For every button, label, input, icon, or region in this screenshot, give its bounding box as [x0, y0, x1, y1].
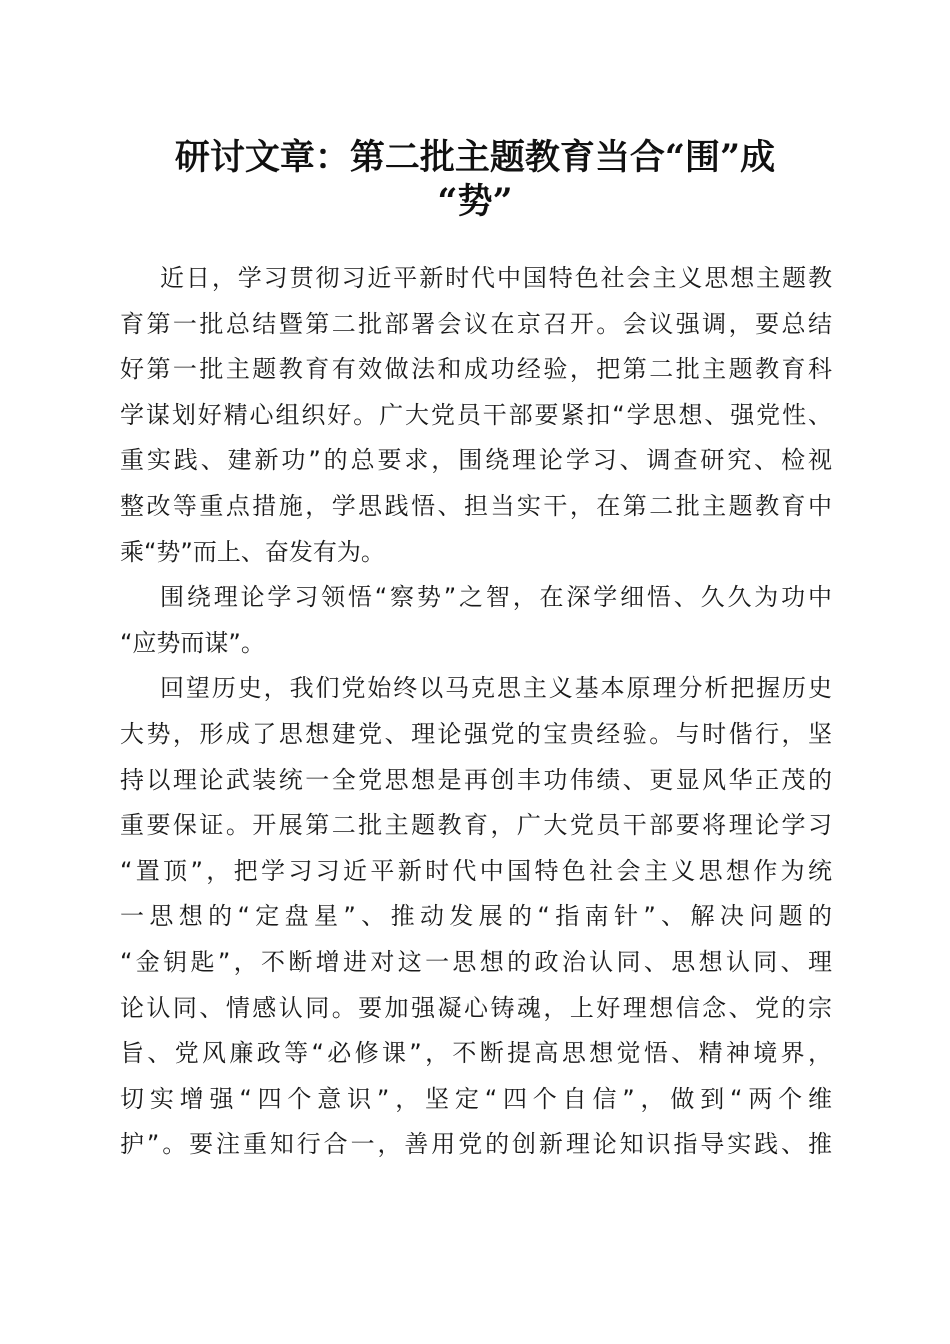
text-line: 围绕理论学习领悟“察势”之智，在深学细悟、久久为功中 [160, 583, 832, 612]
text-line: “应势而谋”。 [120, 628, 265, 657]
text-line: 乘“势”而上、奋发有为。 [120, 537, 385, 566]
document-title [120, 136, 830, 224]
text-line: 整改等重点措施，学思践悟、担当实干，在第二批主题教育中 [120, 491, 832, 520]
paragraph-intro [120, 256, 832, 575]
text-line: “置顶”，把学习习近平新时代中国特色社会主义思想作为统 [120, 856, 832, 885]
text-line: 一思想的“定盘星”、推动发展的“指南针”、解决问题的 [120, 902, 832, 931]
text-line: 近日，学习贯彻习近平新时代中国特色社会主义思想主题教 [160, 264, 832, 292]
paragraph-section-heading [120, 575, 832, 666]
document-body [120, 256, 832, 1168]
title-line: 研讨文章：第二批主题教育当合“围”成 [174, 137, 776, 178]
text-line: 育第一批总结暨第二批部署会议在京召开。会议强调，要总结 [120, 309, 832, 338]
text-line: 回望历史，我们党始终以马克思主义基本原理分析把握历史 [160, 674, 832, 703]
text-line: 学谋划好精心组织好。广大党员干部要紧扣“学思想、强党性、 [120, 400, 832, 429]
text-line: 切实增强“四个意识”，坚定“四个自信”，做到“两个维 [120, 1084, 832, 1113]
text-line: 大势，形成了思想建党、理论强党的宝贵经验。与时偕行，坚 [120, 719, 832, 748]
text-line: 重要保证。开展第二批主题教育，广大党员干部要将理论学习 [120, 811, 832, 840]
text-line: 旨、党风廉政等“必修课”，不断提高思想觉悟、精神境界， [120, 1039, 832, 1068]
text-line: 论认同、情感认同。要加强凝心铸魂，上好理想信念、党的宗 [120, 993, 832, 1022]
text-line: 持以理论武装统一全党思想是再创丰功伟绩、更显风华正茂的 [120, 765, 832, 794]
text-line: 重实践、建新功”的总要求，围绕理论学习、调查研究、检视 [120, 446, 832, 475]
title-line: “势” [437, 181, 513, 222]
text-line: 护”。要注重知行合一，善用党的创新理论知识指导实践、推 [120, 1130, 832, 1159]
text-line: 好第一批主题教育有效做法和成功经验，把第二批主题教育科 [120, 355, 832, 384]
paragraph-history [120, 666, 832, 1168]
text-line: “金钥匙”，不断增进对这一思想的政治认同、思想认同、理 [120, 947, 832, 976]
